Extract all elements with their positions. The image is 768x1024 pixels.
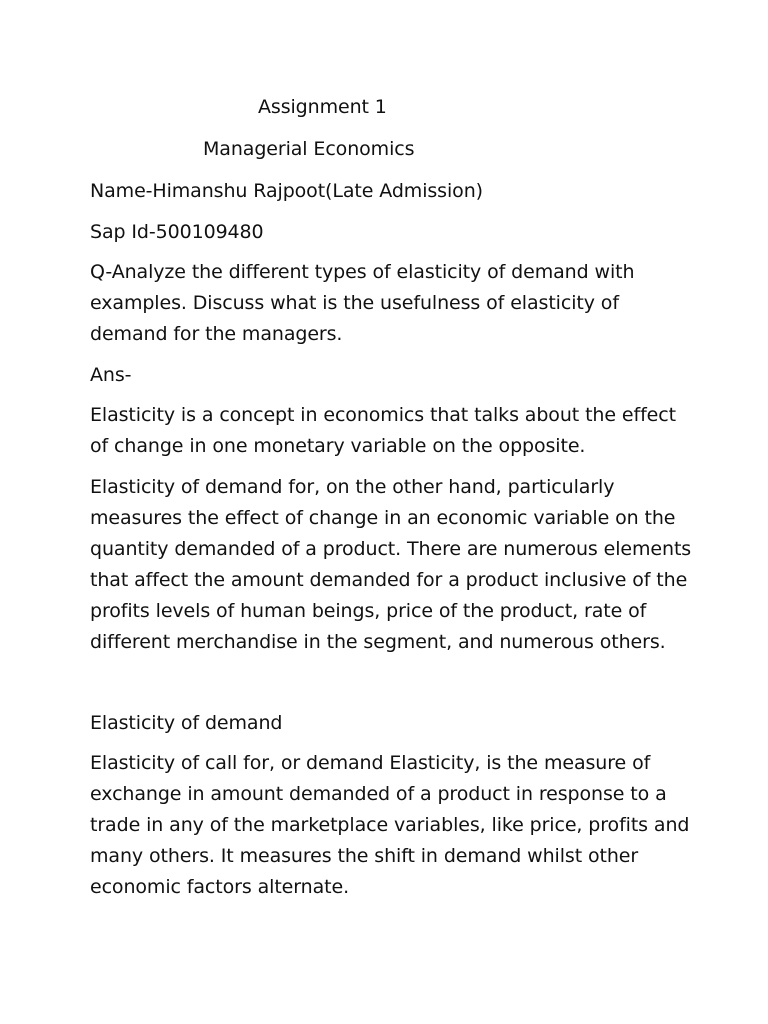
paragraph-line: that affect the amount demanded for a product inclusive of the: [90, 569, 688, 591]
paragraph-line: many others. It measures the shift in demand whilst other: [90, 845, 639, 867]
paragraph-line: Elasticity is a concept in economics that talks about the effect: [90, 404, 676, 426]
question-paragraph: [90, 257, 690, 350]
paragraph-line: different merchandise in the segment, and numerous others.: [90, 631, 666, 653]
question-line: Q-Analyze the different types of elasticity of demand with: [90, 261, 635, 283]
paragraph-line: Elasticity of demand for, on the other hand, particularly: [90, 476, 615, 498]
paragraph-line: Elasticity of call for, or demand Elasticity, is the measure of: [90, 752, 651, 774]
subject-heading: Managerial Economics: [203, 138, 415, 160]
sap-id: Sap Id-500109480: [90, 221, 264, 243]
student-name: Name-Himanshu Rajpoot(Late Admission): [90, 180, 483, 202]
paragraph-line: measures the effect of change in an economic variable on the: [90, 507, 676, 529]
section-heading: Elasticity of demand: [90, 712, 283, 734]
paragraph-elasticity-concept: [90, 400, 690, 462]
paragraph-line: quantity demanded of a product. There are numerous elements: [90, 538, 692, 560]
paragraph-line: profits levels of human beings, price of the product, rate of: [90, 600, 647, 622]
answer-label: Ans-: [90, 364, 132, 386]
paragraph-line: of change in one monetary variable on the opposite.: [90, 435, 586, 457]
assignment-title: Assignment 1: [258, 96, 387, 118]
paragraph-line: exchange in amount demanded of a product in response to a: [90, 783, 667, 805]
paragraph-line: economic factors alternate.: [90, 876, 350, 898]
paragraph-line: trade in any of the marketplace variables, like price, profits and: [90, 814, 690, 836]
question-line: examples. Discuss what is the usefulness of elasticity of: [90, 292, 619, 314]
paragraph-demand-elasticity-definition: [90, 748, 690, 903]
question-line: demand for the managers.: [90, 323, 343, 345]
paragraph-elasticity-of-demand: [90, 472, 690, 658]
